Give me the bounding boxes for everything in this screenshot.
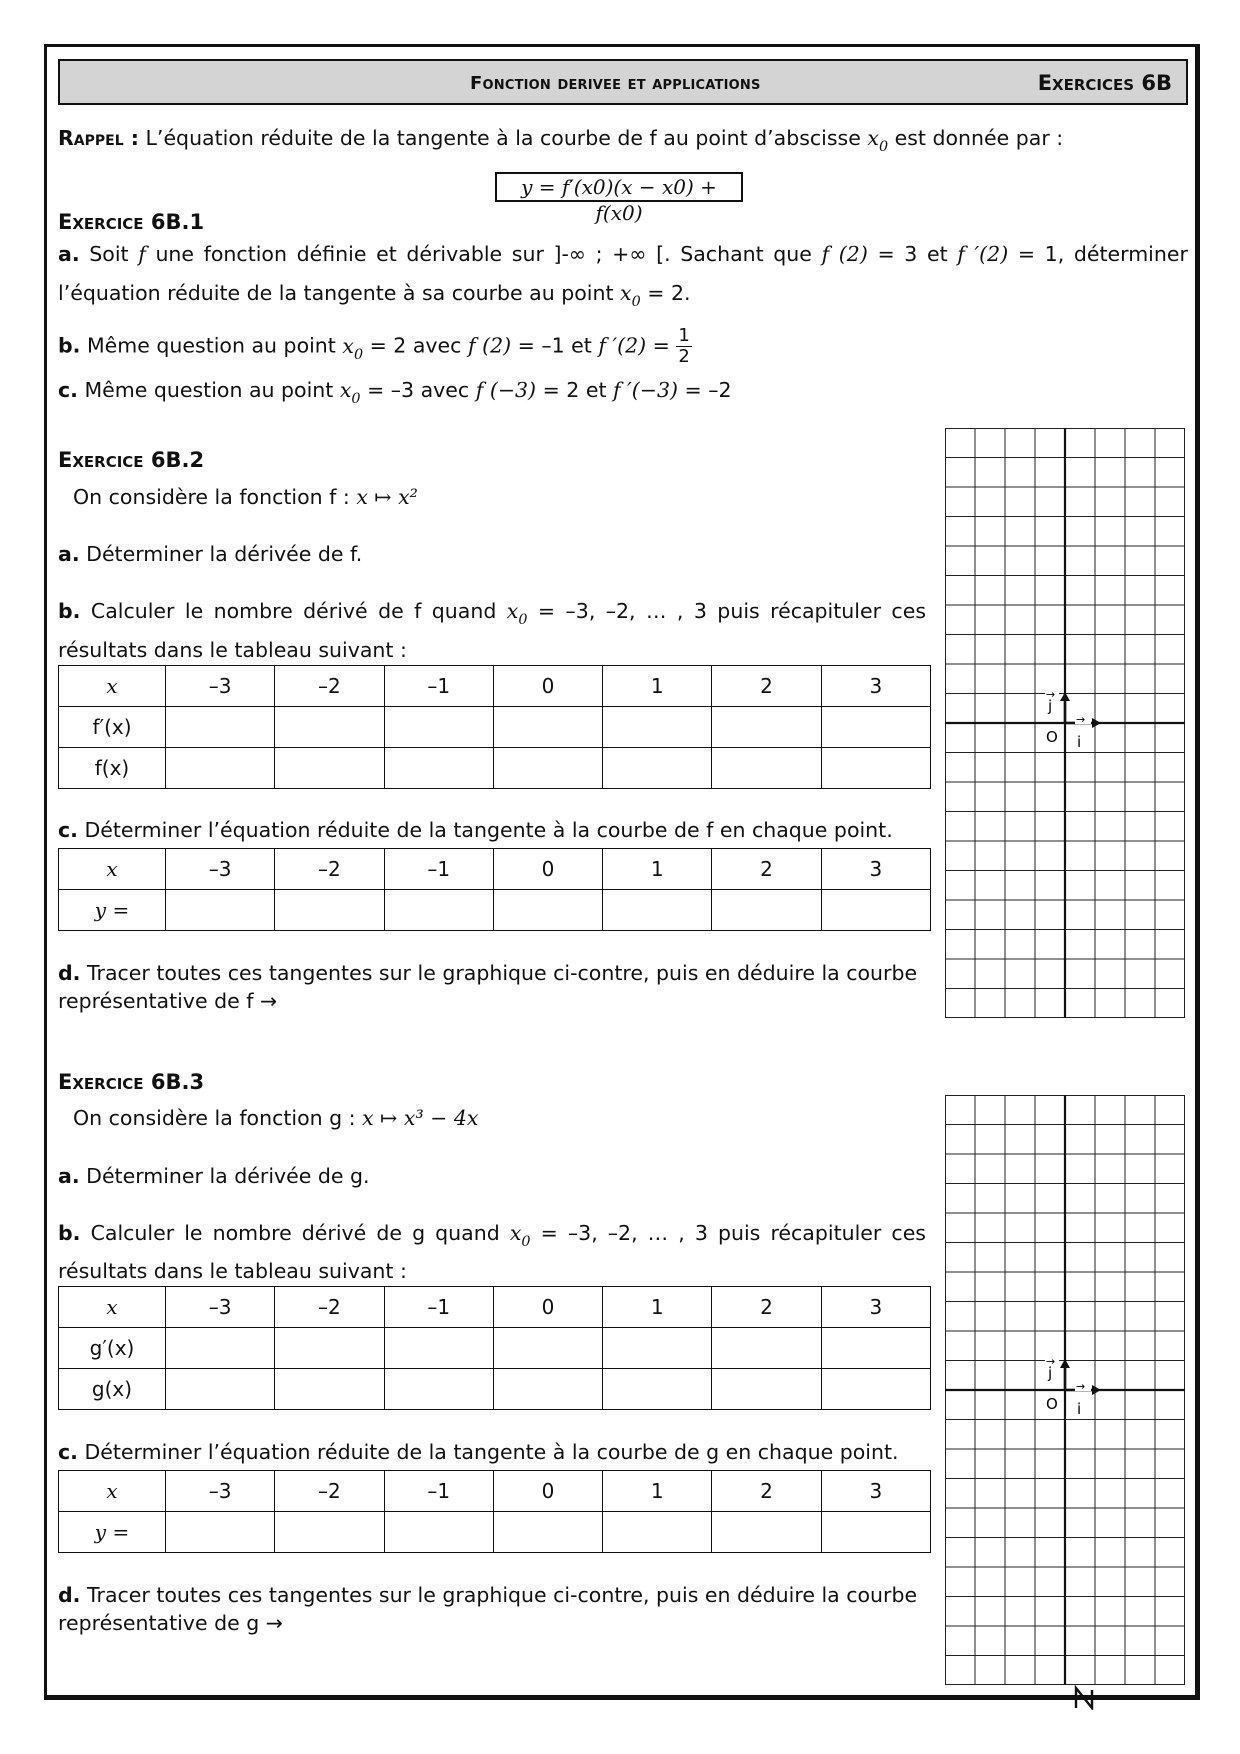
table-cell: 1 xyxy=(603,666,712,707)
rappel-x0: $x_0$ xyxy=(867,126,889,155)
ex2-b-text2: = –3, –2, … , 3 puis récapituler ces xyxy=(537,599,926,623)
table-cell: –2 xyxy=(275,666,384,707)
table-cell-empty[interactable] xyxy=(166,1512,275,1553)
ex1-b-x0: $x_0$ xyxy=(342,333,364,363)
table-row xyxy=(59,849,931,890)
table-cell-empty[interactable] xyxy=(166,1369,275,1410)
table-cell-empty[interactable] xyxy=(384,1512,493,1553)
table-cell: –3 xyxy=(166,1471,275,1512)
table-cell: 0 xyxy=(493,1287,602,1328)
ex1-a-line2-end: = 2. xyxy=(647,281,691,305)
ex1-c-text4: = –2 xyxy=(684,378,732,402)
table-cell: –1 xyxy=(384,666,493,707)
table-cell-empty[interactable] xyxy=(603,707,712,748)
table-cell: 2 xyxy=(712,849,821,890)
table-cell: x xyxy=(59,849,166,890)
ex1-a-label: a. xyxy=(58,242,80,266)
table-cell: 0 xyxy=(493,849,602,890)
table-cell: x xyxy=(59,1287,166,1328)
ex2-table-tangents xyxy=(58,848,931,931)
table-cell: 3 xyxy=(821,1287,930,1328)
ex2-title: Exercice 6B.2 xyxy=(58,448,205,472)
header-exercise-ref: Exercices 6B xyxy=(1037,71,1172,95)
ex1-a-f: f xyxy=(138,242,146,266)
table-cell: –2 xyxy=(275,1471,384,1512)
ex1-a-fp2: f ′(2) xyxy=(957,242,1009,266)
table-row xyxy=(59,666,931,707)
table-cell-empty[interactable] xyxy=(821,890,930,931)
table-cell: x xyxy=(59,666,166,707)
ex3-a-label: a. xyxy=(58,1164,80,1188)
table-cell-empty[interactable] xyxy=(712,1369,821,1410)
ex1-a-line2-text: l’équation réduite de la tangente à sa courbe au point xyxy=(58,281,614,305)
table-cell: f(x) xyxy=(59,748,166,789)
table-row xyxy=(59,1328,931,1369)
table-cell: –2 xyxy=(275,849,384,890)
ex2-c-label: c. xyxy=(58,818,78,842)
ex1-b-fp2: f ′(2) = xyxy=(598,333,670,358)
j-vector-arrow: → xyxy=(1046,688,1056,701)
ex1-a-text3: = 3 et xyxy=(877,242,948,266)
ex1-question-a xyxy=(58,242,1188,266)
table-cell: 3 xyxy=(821,666,930,707)
ex2-question-b xyxy=(58,599,926,628)
ex2-d-line2: représentative de f → xyxy=(58,989,278,1013)
table-cell-empty[interactable] xyxy=(275,1512,384,1553)
table-cell: y = xyxy=(59,890,166,931)
table-cell-empty[interactable] xyxy=(821,707,930,748)
ex3-b-line2: résultats dans le tableau suivant : xyxy=(58,1259,407,1283)
i-vector-arrow: → xyxy=(1076,1380,1086,1393)
ex2-b-label: b. xyxy=(58,599,81,623)
table-cell-empty[interactable] xyxy=(493,707,602,748)
ex3-question-a xyxy=(58,1164,370,1188)
corner-mark-icon xyxy=(1070,1684,1100,1710)
table-cell-empty[interactable] xyxy=(821,1328,930,1369)
table-cell-empty[interactable] xyxy=(275,707,384,748)
table-cell: 1 xyxy=(603,1471,712,1512)
table-cell: 3 xyxy=(821,849,930,890)
ex2-question-c xyxy=(58,818,893,842)
ex3-table-tangents xyxy=(58,1470,931,1553)
table-cell: g′(x) xyxy=(59,1328,166,1369)
table-cell-empty[interactable] xyxy=(821,748,930,789)
table-cell-empty[interactable] xyxy=(166,890,275,931)
ex1-title: Exercice 6B.1 xyxy=(58,210,205,234)
i-label: i xyxy=(1077,1400,1082,1418)
tangent-formula-box: y = f′(x0)(x − x0) + f(x0) xyxy=(495,172,743,202)
ex3-a-text: Déterminer la dérivée de g. xyxy=(86,1164,370,1188)
table-cell: –1 xyxy=(384,1287,493,1328)
rappel-text: L’équation réduite de la tangente à la courbe de f au point d’abscisse xyxy=(145,126,861,150)
table-cell-empty[interactable] xyxy=(166,1328,275,1369)
ex3-question-c xyxy=(58,1440,899,1464)
ex3-b-label: b. xyxy=(58,1221,81,1245)
table-cell-empty[interactable] xyxy=(712,748,821,789)
origin-label: O xyxy=(1046,728,1058,746)
ex2-intro xyxy=(73,485,418,509)
ex1-b-text1: Même question au point xyxy=(87,333,336,358)
rappel-line xyxy=(58,126,1063,155)
table-cell-empty[interactable] xyxy=(166,748,275,789)
ex3-intro xyxy=(73,1106,478,1130)
ex3-question-d xyxy=(58,1583,917,1607)
table-cell-empty[interactable] xyxy=(712,707,821,748)
table-cell-empty[interactable] xyxy=(603,1369,712,1410)
ex2-question-d xyxy=(58,961,917,985)
table-cell-empty[interactable] xyxy=(603,890,712,931)
table-cell-empty[interactable] xyxy=(384,890,493,931)
ex2-b-line2: résultats dans le tableau suivant : xyxy=(58,638,407,662)
table-cell: 2 xyxy=(712,1287,821,1328)
table-cell: –3 xyxy=(166,1287,275,1328)
ex3-d-label: d. xyxy=(58,1583,81,1607)
ex3-c-label: c. xyxy=(58,1440,78,1464)
ex2-a-label: a. xyxy=(58,542,80,566)
table-cell: x xyxy=(59,1471,166,1512)
ex1-b-fraction xyxy=(676,326,691,367)
rappel-text-end: est donnée par : xyxy=(894,126,1064,150)
ex2-function: x ↦ x² xyxy=(356,485,418,509)
i-label: i xyxy=(1077,733,1082,751)
table-row xyxy=(59,1471,931,1512)
ex2-c-text: Déterminer l’équation réduite de la tangente à la courbe de f en chaque point. xyxy=(84,818,893,842)
table-cell-empty[interactable] xyxy=(712,890,821,931)
ex3-b-text1: Calculer le nombre dérivé de g quand xyxy=(90,1221,500,1245)
ex3-function: x ↦ x³ − 4x xyxy=(362,1106,479,1130)
table-cell: 2 xyxy=(712,1471,821,1512)
ex3-table-values xyxy=(58,1286,931,1410)
table-cell-empty[interactable] xyxy=(712,1328,821,1369)
ex2-d-text1: Tracer toutes ces tangentes sur le graphique ci-contre, puis en déduire la courbe xyxy=(87,961,918,985)
ex1-c-fm3: f (−3) xyxy=(475,378,537,402)
ex1-b-denominator: 2 xyxy=(678,346,690,367)
table-cell: 3 xyxy=(821,1471,930,1512)
table-cell-empty[interactable] xyxy=(384,1369,493,1410)
ex2-a-text: Déterminer la dérivée de f. xyxy=(86,542,363,566)
ex2-table-values xyxy=(58,665,931,789)
header-title: Fonction derivee et applications xyxy=(470,73,761,94)
ex1-a-text2: une fonction définie et dérivable sur ]-∞ ; +∞ [. Sachant que xyxy=(155,242,812,266)
table-cell-empty[interactable] xyxy=(712,1512,821,1553)
table-cell: –1 xyxy=(384,849,493,890)
table-cell-empty[interactable] xyxy=(493,1369,602,1410)
ex2-d-label: d. xyxy=(58,961,81,985)
ex1-b-f2: f (2) xyxy=(467,333,512,358)
table-cell: 0 xyxy=(493,666,602,707)
page-header xyxy=(58,59,1188,105)
table-cell-empty[interactable] xyxy=(821,1512,930,1553)
ex2-intro-text: On considère la fonction f : xyxy=(73,485,350,509)
table-cell: 1 xyxy=(603,849,712,890)
table-row xyxy=(59,1512,931,1553)
table-cell-empty[interactable] xyxy=(384,707,493,748)
ex2-b-x0: $x_0$ xyxy=(506,599,528,628)
table-cell-empty[interactable] xyxy=(603,1328,712,1369)
ex3-question-b xyxy=(58,1221,926,1250)
ex1-a-text4: = 1, déterminer xyxy=(1017,242,1188,266)
j-label: j xyxy=(1048,1364,1053,1382)
table-cell: –3 xyxy=(166,849,275,890)
ex2-question-a xyxy=(58,542,362,566)
table-cell-empty[interactable] xyxy=(384,748,493,789)
ex1-b-text2: = 2 avec xyxy=(369,333,462,358)
j-label: j xyxy=(1048,697,1053,715)
ex1-c-text1: Même question au point xyxy=(84,378,334,402)
ex1-a-x0: $x_0$ xyxy=(620,281,641,310)
table-cell-empty[interactable] xyxy=(821,1369,930,1410)
arrow-i-icon xyxy=(1092,1385,1101,1395)
table-cell-empty[interactable] xyxy=(275,1328,384,1369)
ex1-c-text2: = –3 avec xyxy=(367,378,470,402)
rappel-label: Rappel : xyxy=(58,126,139,150)
ex1-b-text3: = –1 et xyxy=(517,333,592,358)
ex1-a-text1: Soit xyxy=(89,242,129,266)
table-cell: –1 xyxy=(384,1471,493,1512)
ex1-c-x0: $x_0$ xyxy=(339,378,361,407)
arrow-i-icon xyxy=(1092,718,1101,728)
ex3-title: Exercice 6B.3 xyxy=(58,1070,205,1094)
table-cell: –3 xyxy=(166,666,275,707)
ex3-d-text1: Tracer toutes ces tangentes sur le graphique ci-contre, puis en déduire la courbe xyxy=(87,1583,918,1607)
table-row xyxy=(59,1369,931,1410)
ex3-b-x0: $x_0$ xyxy=(509,1221,531,1250)
table-cell-empty[interactable] xyxy=(493,890,602,931)
table-cell: –2 xyxy=(275,1287,384,1328)
table-cell-empty[interactable] xyxy=(493,1328,602,1369)
table-row xyxy=(59,1287,931,1328)
table-cell: g(x) xyxy=(59,1369,166,1410)
ex1-question-a-line2 xyxy=(58,281,691,310)
table-cell-empty[interactable] xyxy=(493,1512,602,1553)
ex1-question-c xyxy=(58,378,732,407)
ex3-intro-text: On considère la fonction g : xyxy=(73,1106,356,1130)
ex1-c-fpm3: f ′(−3) xyxy=(613,378,678,402)
ex3-c-text: Déterminer l’équation réduite de la tangente à la courbe de g en chaque point. xyxy=(84,1440,899,1464)
ex3-b-text2: = –3, –2, … , 3 puis récapituler ces xyxy=(540,1221,926,1245)
table-cell-empty[interactable] xyxy=(603,748,712,789)
ex2-b-text1: Calculer le nombre dérivé de f quand xyxy=(90,599,497,623)
ex1-c-text3: = 2 et xyxy=(542,378,607,402)
table-row xyxy=(59,707,931,748)
table-cell-empty[interactable] xyxy=(275,1369,384,1410)
i-vector-arrow: → xyxy=(1076,713,1086,726)
ex1-a-f2: f (2) xyxy=(821,242,868,266)
origin-label: O xyxy=(1046,1395,1058,1413)
table-cell: y = xyxy=(59,1512,166,1553)
table-cell-empty[interactable] xyxy=(166,707,275,748)
ex3-d-line2: représentative de g → xyxy=(58,1611,283,1635)
table-row xyxy=(59,748,931,789)
table-cell-empty[interactable] xyxy=(384,1328,493,1369)
table-cell-empty[interactable] xyxy=(275,890,384,931)
table-cell: 1 xyxy=(603,1287,712,1328)
ex1-b-numerator: 1 xyxy=(678,325,690,346)
table-cell-empty[interactable] xyxy=(275,748,384,789)
graph-grid-g[interactable] xyxy=(945,1095,1185,1685)
table-cell: f′(x) xyxy=(59,707,166,748)
ex1-question-b xyxy=(58,326,692,367)
table-cell: 2 xyxy=(712,666,821,707)
ex1-c-label: c. xyxy=(58,378,78,402)
table-row xyxy=(59,890,931,931)
table-cell-empty[interactable] xyxy=(603,1512,712,1553)
j-vector-arrow: → xyxy=(1046,1355,1056,1368)
table-cell: 0 xyxy=(493,1471,602,1512)
graph-grid-f[interactable] xyxy=(945,428,1185,1018)
table-cell-empty[interactable] xyxy=(493,748,602,789)
ex1-b-label: b. xyxy=(58,333,81,358)
